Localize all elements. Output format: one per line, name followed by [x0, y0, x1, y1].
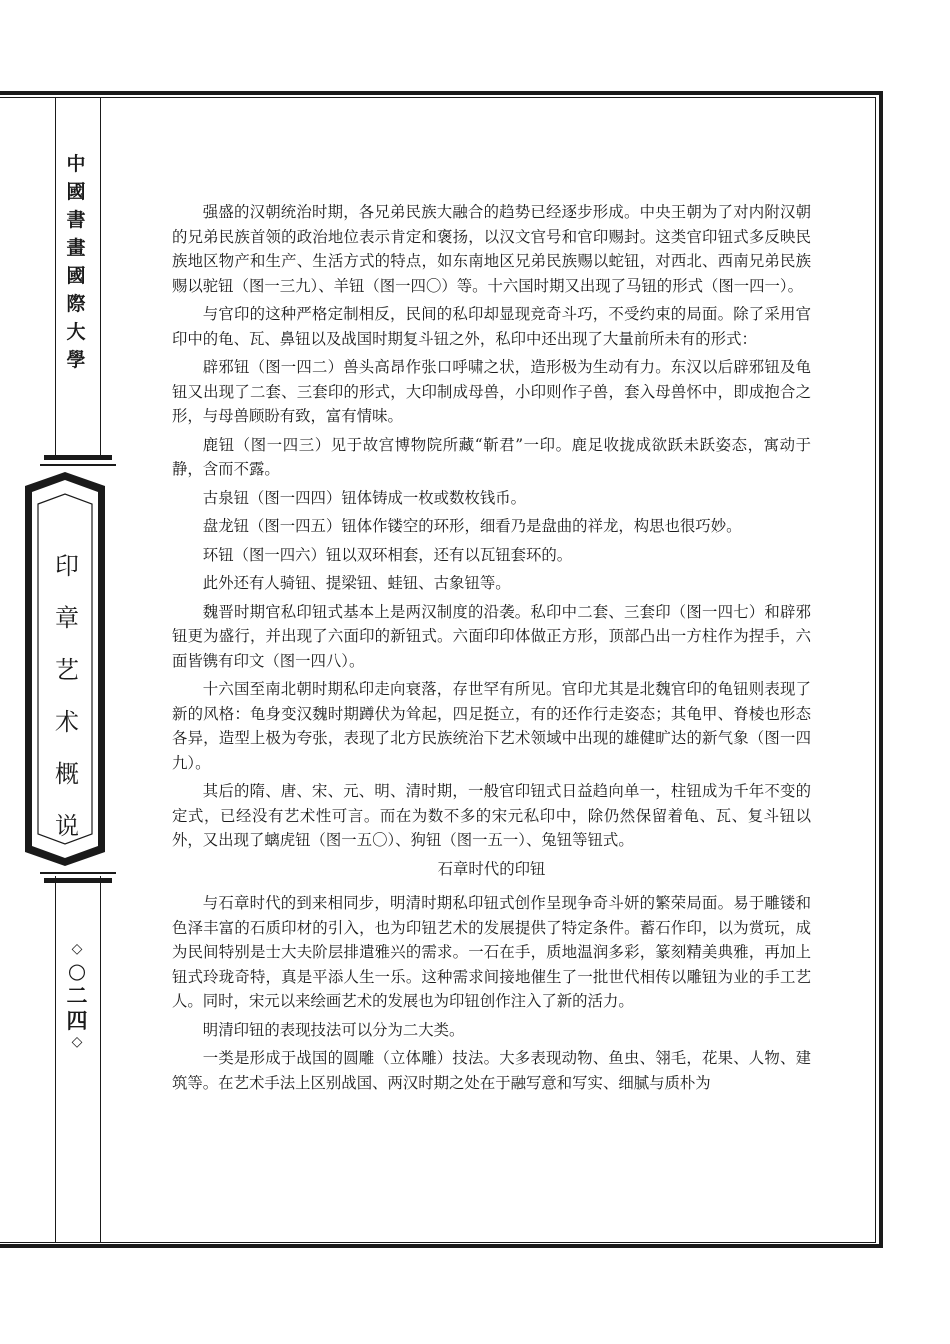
sidebar-rule-left-lower	[55, 876, 56, 1242]
paragraph: 十六国至南北朝时期私印走向衰落，存世罕有所见。官印尤其是北魏官印的龟钮则表现了新的风格：龟身变汉魏时期蹲伏为耸起，四足挺立，有的还作行走姿态；其龟甲、脊棱也形态各异，造型上极为夸张，表现了北方民族统治下艺术领域中出现的雄健旷达的新气象（图一四九）。	[172, 680, 811, 772]
paragraph: 古泉钮（图一四四）钮体铸成一枚或数枚钱币。	[202, 488, 527, 507]
paragraph: 环钮（图一四六）钮以双环相套，还有以瓦钮套环的。	[202, 545, 573, 564]
frame-right-inner-border	[875, 97, 876, 1243]
book-title: 印 章 艺 术 概 说	[55, 552, 79, 840]
paragraph: 与官印的这种严格定制相反，民间的私印却显现竞奇斗巧，不受约束的局面。除了采用官印中的龟、瓦、鼻钮以及战国时期复斗钮之外，私印中还出现了大量前所未有的形式：	[172, 305, 811, 348]
section-heading: 石章时代的印钮	[437, 859, 546, 878]
main-text	[172, 200, 811, 1099]
diamond-icon: ◇	[71, 941, 83, 957]
paragraph: 鹿钮（图一四三）见于故宫博物院所藏“靳君”一印。鹿足收拢成欲跃未跃姿态，寓动于静，含而不露。	[172, 435, 811, 478]
frame-right-border	[879, 91, 883, 1248]
diamond-icon: ◇	[71, 1034, 83, 1050]
frame-top-border	[0, 91, 883, 95]
ornament-bar-bottom	[44, 878, 112, 883]
paragraph: 辟邪钮（图一四二）兽头高昂作张口呼啸之状，造形极为生动有力。东汉以后辟邪钮及龟钮又出现了二套、三套印的形式，大印制成母兽，小印则作子兽，套入母兽怀中，即成抱合之形，与母兽顾盼有致，富有情味。	[172, 358, 811, 425]
paragraph: 强盛的汉朝统治时期，各兄弟民族大融合的趋势已经逐步形成。中央王朝为了对内附汉朝的兄弟民族首领的政治地位表示肯定和褒扬，以汉文官号和官印赐封。这类官印钮式多反映民族地区物产和生产、生活方式的特点，如东南地区兄弟民族赐以蛇钮，对西北、西南兄弟民族赐以驼钮（图一三九）、羊钮（图一四〇）等。十六国时期又出现了马钮的形式（图一四一）。	[172, 203, 811, 295]
page-number: ◇ ○ 二 四 ◇	[62, 940, 92, 1051]
series-title: 中 國 書 畫 國 際 大 學	[66, 153, 86, 371]
paragraph: 盘龙钮（图一四五）钮体作镂空的环形，细看乃是盘曲的祥龙，构思也很巧妙。	[202, 517, 742, 535]
ornament-bar-top-thin	[40, 464, 116, 466]
paragraph: 此外还有人骑钮、提梁钮、蛙钮、古象钮等。	[202, 574, 511, 592]
paragraph: 其后的隋、唐、宋、元、明、清时期，一般官印钮式日益趋向单一，柱钮成为千年不变的定式，已经没有艺术性可言。而在为数不多的宋元私印中，除仍然保留着龟、瓦、复斗钮以外，又出现了螭虎钮（图一五〇）、狗钮（图一五一）、兔钮等钮式。	[172, 782, 811, 849]
frame-top-inner-border	[0, 97, 876, 98]
sidebar-rule-right-lower	[100, 876, 101, 1242]
ornament-bar-top	[44, 455, 112, 460]
paragraph: 与石章时代的到来相同步，明清时期私印钮式创作呈现争奇斗妍的繁荣局面。易于雕镂和色泽丰富的石质印材的引入，也为印钮艺术的发展提供了特定条件。蓄石作印，以为赏玩，成为民间特别是士大夫阶层排遣雅兴的需求。一石在手，质地温润多彩，篆刻精美典雅，再加上钮式玲珑奇特，真是平添人生一乐。这种需求间接地催生了一批世代相传以雕钮为业的手工艺人。同时，宋元以来绘画艺术的发展也为印钮创作注入了新的活力。	[172, 894, 811, 1010]
paragraph: 魏晋时期官私印钮式基本上是两汉制度的沿袭。私印中二套、三套印（图一四七）和辟邪钮更为盛行，并出现了六面印的新钮式。六面印印体做正方形，顶部凸出一方柱作为捏手，六面皆镌有印文（图一四八）。	[172, 602, 811, 670]
ornament-bar-bottom-thin	[40, 872, 116, 874]
paragraph: 明清印钮的表现技法可以分为二大类。	[202, 1020, 465, 1039]
frame-bottom-inner-border	[0, 1242, 876, 1243]
sidebar-rule-left	[55, 98, 56, 458]
paragraph: 一类是形成于战国的圆雕（立体雕）技法。大多表现动物、鱼虫、翎毛，花果、人物、建筑等。在艺术手法上区别战国、两汉时期之处在于融写意和写实、细腻与质朴为	[172, 1049, 811, 1092]
sidebar-rule-right	[100, 98, 101, 458]
frame-bottom-border	[0, 1244, 883, 1248]
